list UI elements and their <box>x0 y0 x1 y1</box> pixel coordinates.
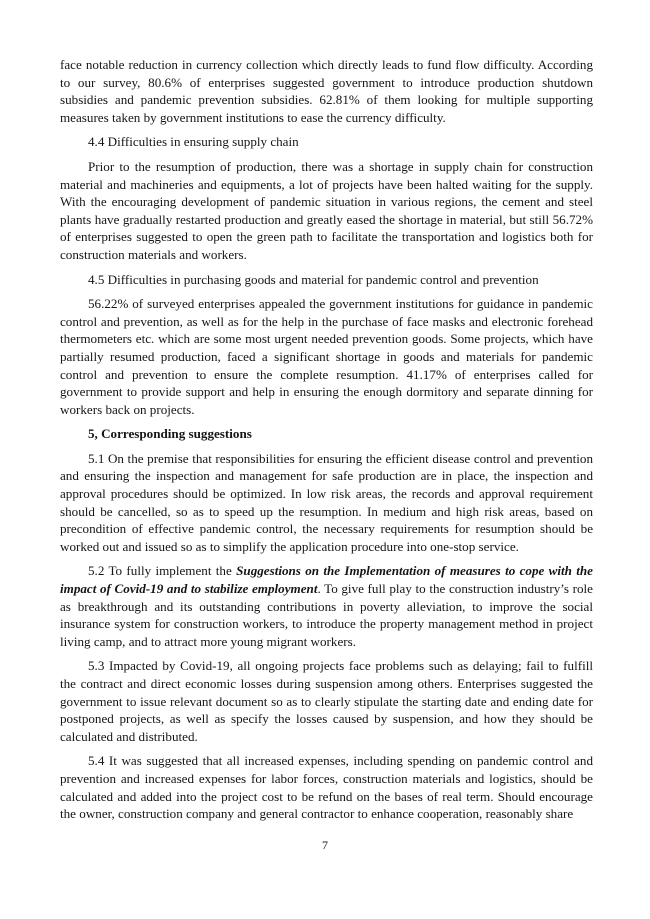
paragraph <box>60 295 593 418</box>
text-run: 5.2 To fully implement the <box>88 563 237 579</box>
paragraph <box>60 562 593 650</box>
section-heading <box>60 271 593 289</box>
text-run: 5, Corresponding suggestions <box>88 426 252 442</box>
section-heading <box>60 425 593 443</box>
text-run: face notable reduction in currency collection which directly leads to fund flow difficulty. According to our survey, 80.6% of enterprises suggested government to introduce production shutdown subsidies and pandemic prevention subsidies. 62.81% of them looking for multiple supporting measures taken by government institutions to ease the currency difficulty. <box>60 57 593 125</box>
section-heading <box>60 133 593 151</box>
emphasized-text-run: Suggestions on the Implementation of measures to cope with the impact of Covid-19 and to stabilize employment <box>60 563 593 597</box>
paragraph <box>60 752 593 822</box>
paragraph <box>60 657 593 745</box>
paragraph <box>60 56 593 126</box>
text-run: 5.1 On the premise that responsibilities for ensuring the efficient disease control and prevention and ensuring the inspection and management for safe production are in place, the inspection and approval procedures should be optimized. In low risk areas, the records and approval requirement should be cancelled, so as to speed up the resumption. In medium and high risk areas, based on precondition of effective pandemic control, the necessary requirements for resumption should be worked out and issued so as to simplify the application procedure into one-stop service. <box>60 450 593 554</box>
text-run: 4.5 Difficulties in purchasing goods and material for pandemic control and prevention <box>88 271 539 287</box>
text-run: Prior to the resumption of production, there was a shortage in supply chain for construction material and machineries and equipments, a lot of projects have been halted waiting for the supply. With the encouraging development of pandemic situation in various regions, the cement and steel plants have gradually restarted production and greatly eased the shortage in material, but still 56.72% of enterprises suggested to open the green path to facilitate the transportation and logistics both for construction materials and workers. <box>60 158 593 262</box>
text-run: 56.22% of surveyed enterprises appealed the government institutions for guidance in pandemic control and prevention, as well as for the help in the purchase of face masks and electronic forehead thermometers etc. which are some most urgent needed prevention goods. Some projects, which have partially resumed production, faced a significant shortage in goods and materials for pandemic control and prevention to ensure the complete resumption. 41.17% of enterprises called for government to provide support and help in ensuring the enough dormitory and separate dinning for workers back on projects. <box>60 296 593 417</box>
text-run: . To give full play to the construction industry’s role as breakthrough and its outstanding contributions in poverty alleviation, to improve the social insurance system for construction workers, to introduce the property management method in project living camp, and to attract more young migrant workers. <box>60 581 593 649</box>
paragraph <box>60 158 593 264</box>
paragraph <box>60 450 593 556</box>
document-body <box>60 56 593 830</box>
text-run: 4.4 Difficulties in ensuring supply chain <box>88 134 299 150</box>
page-number: 7 <box>322 838 328 852</box>
text-run: 5.3 Impacted by Covid-19, all ongoing projects face problems such as delaying; fail to fulfill the contract and direct economic losses during suspension among others. Enterprises suggested the government to issue relevant document so as to clearly stipulate the starting date and ending date for postponed projects, as well as specify the losses caused by suspension, and how they should be calculated and distributed. <box>60 658 593 744</box>
text-run: 5.4 It was suggested that all increased expenses, including spending on pandemic control and prevention and increased expenses for labor forces, construction materials and logistics, should be calculated and added into the project cost to be refund on the bases of real term. Should encourage the owner, construction company and general contractor to enhance cooperation, reasonably share <box>60 753 593 822</box>
